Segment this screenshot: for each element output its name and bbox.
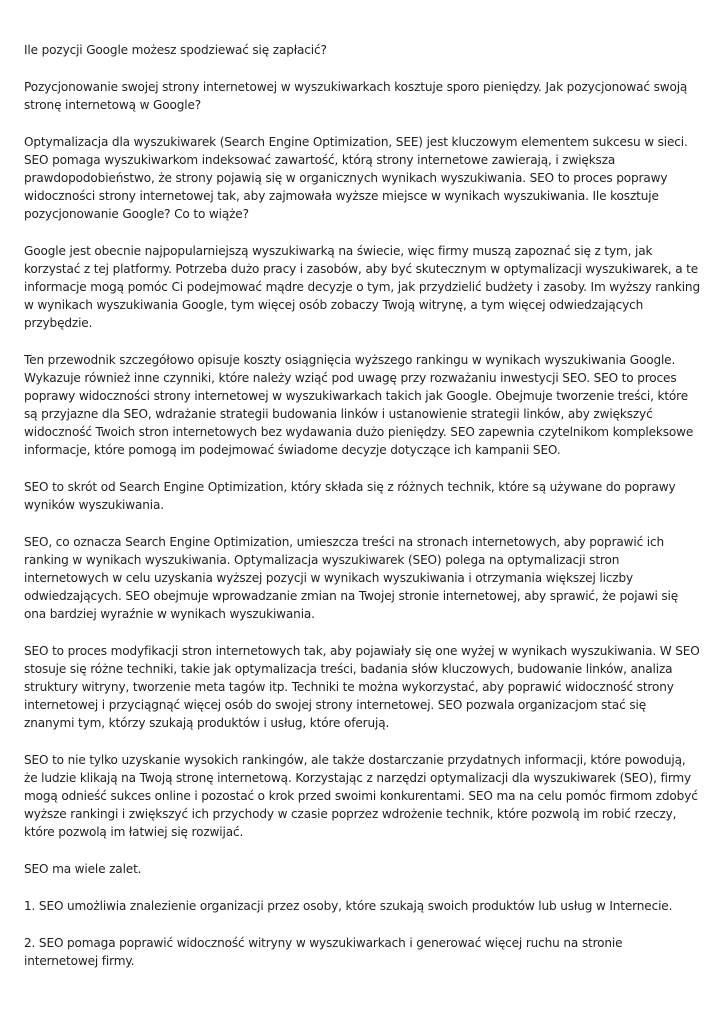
- list-item: 1. SEO umożliwia znalezienie organizacji przez osoby, które szukają swoich produktów lub usług w Internecie.: [24, 899, 673, 913]
- paragraph-seo-definition: Optymalizacja dla wyszukiwarek (Search Engine Optimization, SEE) jest kluczowym elementem sukcesu w sieci. SEO pomaga wyszukiwarkom indeksować zawartość, którą strony internetowe zawierają, i zwiększa prawdopodobieństwo, że strony pojawią się w organicznych wynikach wyszukiwania. SEO to proces poprawy widoczności strony internetowej tak, aby zajmowała wyższe miejsce w wynikach wyszukiwania. Ile kosztuje pozycjonowanie Google? Co to wiąże?: [24, 135, 688, 221]
- paragraph-seo-techniques: SEO to proces modyfikacji stron internetowych tak, aby pojawiały się one wyżej w wynikach wyszukiwania. W SEO stosuje się różne techniki, takie jak optymalizacja treści, badania słów kluczowych, budowanie linków, analiza struktury witryny, tworzenie meta tagów itp. Techniki te można wykorzystać, aby poprawić widoczność strony internetowej i przyciągnąć więcej osób do swojej strony internetowej. SEO pozwala organizacjom stać się znanymi tym, którzy szukają produktów i usług, które oferują.: [24, 644, 700, 730]
- page-title: Ile pozycji Google możesz spodziewać się zapłacić?: [24, 43, 327, 57]
- paragraph-google-popularity: Google jest obecnie najpopularniejszą wyszukiwarką na świecie, więc firmy muszą zapoznać się z tym, jak korzystać z tej platformy. Potrzeba dużo pracy i zasobów, aby być skutecznym w optymalizacji wyszukiwarek, a te informacje mogą pomóc Ci podejmować mądre decyzje o tym, jak przydzielić budżety i zasoby. Im wyższy ranking w wynikach wyszukiwania Google, tym więcej osób zobaczy Twoją witrynę, a tym więcej odwiedzających przybędzie.: [24, 244, 700, 330]
- paragraph-seo-abbreviation: SEO to skrót od Search Engine Optimization, który składa się z różnych technik, które są używane do poprawy wyników wyszukiwania.: [24, 480, 676, 512]
- paragraph-advantages-heading: SEO ma wiele zalet.: [24, 862, 142, 876]
- paragraph-intro: Pozycjonowanie swojej strony internetowej w wyszukiwarkach kosztuje sporo pieniędzy. Jak pozycjonować swoją stronę internetową w Google?: [24, 80, 688, 112]
- paragraph-seo-content: SEO, co oznacza Search Engine Optimization, umieszcza treści na stronach internetowych, aby poprawić ich ranking w wynikach wyszukiwania. Optymalizacja wyszukiwarek (SEO) polega na optymalizacji stron internetowych w celu uzyskania wyższej pozycji w wynikach wyszukiwania i otrzymania większej liczby odwiedzających. SEO obejmuje wprowadzanie zmian na Twojej stronie internetowej, aby sprawić, że pojawi się ona bardziej wyraźnie w wynikach wyszukiwania.: [24, 535, 679, 621]
- paragraph-guide-overview: Ten przewodnik szczegółowo opisuje koszty osiągnięcia wyższego rankingu w wynikach wyszukiwania Google. Wykazuje również inne czynniki, które należy wziąć pod uwagę przy rozważaniu inwestycji SEO. SEO to proces poprawy widoczności strony internetowej w wyszukiwarkach takich jak Google. Obejmuje tworzenie treści, które są przyjazne dla SEO, wdrażanie strategii budowania linków i ustanowienie strategii linków, aby zwiększyć widoczność Twoich stron internetowych bez wydawania dużo pieniędzy. SEO zapewnia czytelnikom kompleksowe informacje, które pomogą im podejmować świadome decyzje dotyczące ich kampanii SEO.: [24, 353, 694, 457]
- paragraph-seo-benefits: SEO to nie tylko uzyskanie wysokich rankingów, ale także dostarczanie przydatnych informacji, które powodują, że ludzie klikają na Twoją stronę internetową. Korzystając z narzędzi optymalizacji dla wyszukiwarek (SEO), firmy mogą odnieść sukces online i pozostać o krok przed swoimi konkurentami. SEO ma na celu pomóc firmom zdobyć wyższe rankingi i zwiększyć ich przychody w czasie poprzez wdrożenie technik, które pozwolą im robić rzeczy, które pozwolą im łatwiej się rozwijać.: [24, 753, 698, 839]
- document-body: [24, 41, 700, 989]
- list-item: 2. SEO pomaga poprawić widoczność witryny w wyszukiwarkach i generować więcej ruchu na stronie internetowej firmy.: [24, 936, 623, 968]
